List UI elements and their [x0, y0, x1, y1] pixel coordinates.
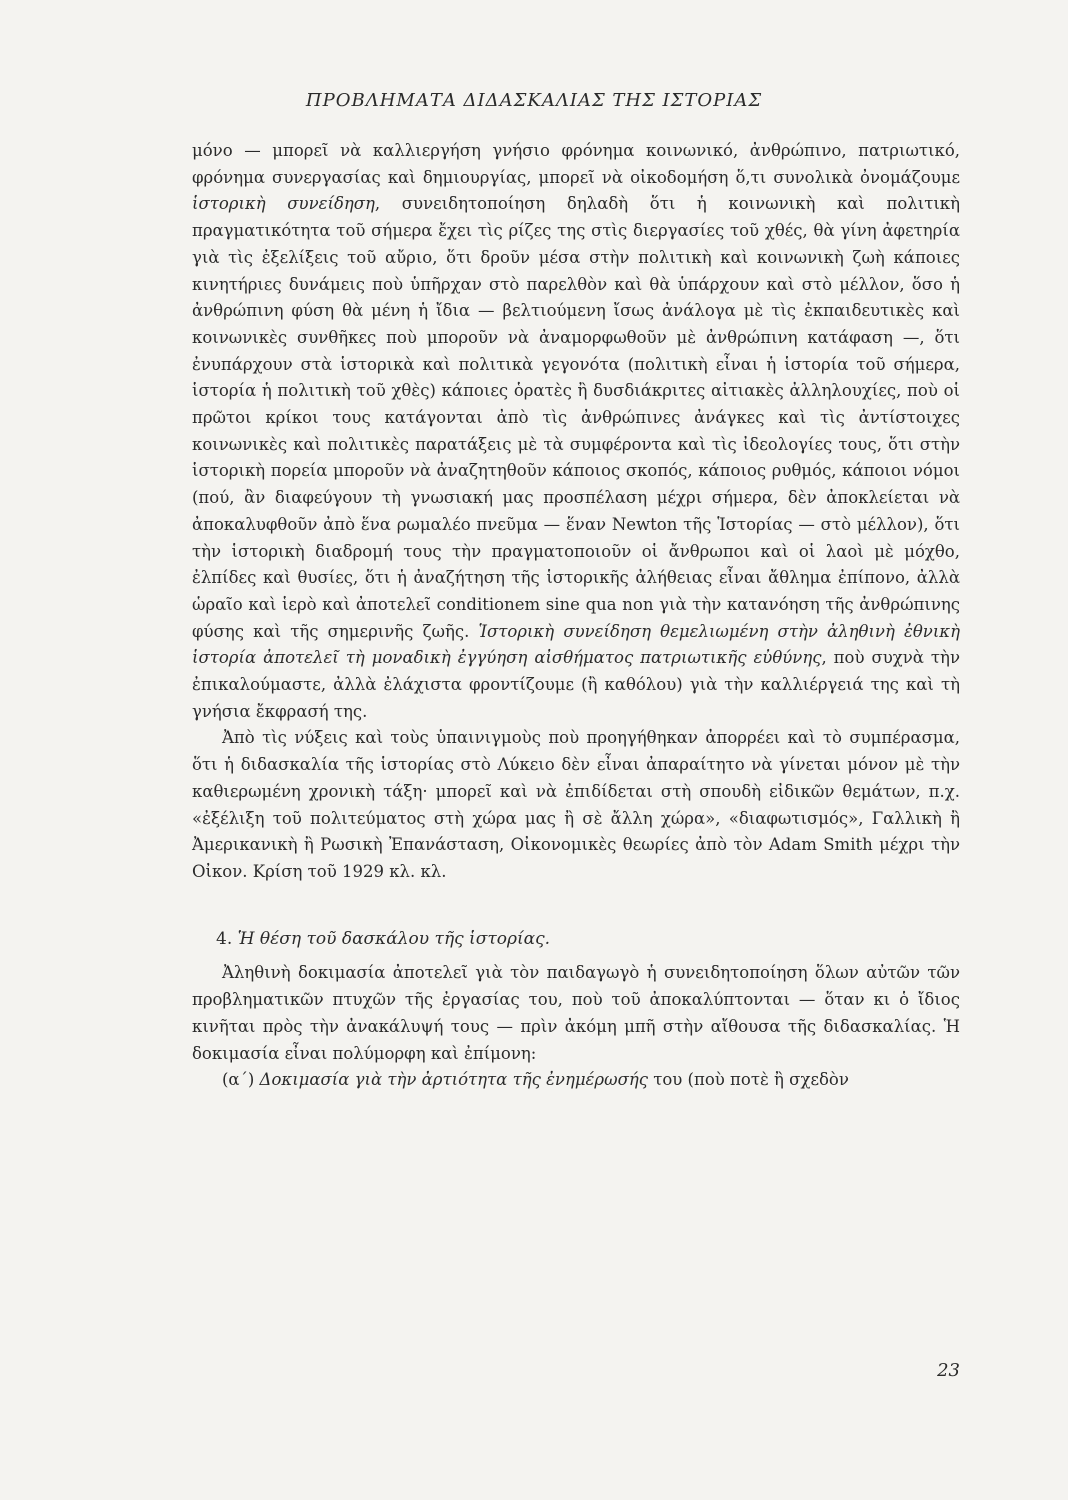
- list-item-emphasis: Δοκιμασία γιὰ τὴν ἀρτιότητα τῆς ἐνημέρωσής: [259, 1070, 648, 1090]
- emphasis-sentence: Ἱστορικὴ συνείδηση θεμελιωμένη στὴν ἀληθινὴ ἐθνικὴ ἱστορία ἀποτελεῖ τὴ μοναδικὴ ἐγγύηση αἰσθήματος πατριωτικῆς εὐθύνης: [192, 621, 960, 668]
- paragraph-text: , συνειδητοποίηση δηλαδὴ ὅτι ἡ κοινωνικὴ καὶ πολιτικὴ πραγματικότητα τοῦ σήμερα ἔχει τὶς ρίζες της στὶς διεργασίες τοῦ χθές, θὰ γίνη ἀφετηρία γιὰ τὶς ἐξελίξεις τοῦ αὔριο, ὅτι δροῦν μέσα στὴν πολιτικὴ καὶ κοινωνικὴ ζωὴ κάποιες κινητήριες δυνάμεις ποὺ ὑπῆρχαν στὸ παρελθὸν καὶ θὰ ὑπάρχουν καὶ στὸ μέλλον, ὅσο ἡ ἀνθρώπινη φύση θὰ μένη ἡ ἴδια — βελτιούμενη ἴσως ἀνάλογα μὲ τὶς ἐκπαιδευτικὲς καὶ κοινωνικὲς συνθῆκες ποὺ μποροῦν νὰ ἀναμορφωθοῦν μὲ ἀνθρώπινη κατάφαση —, ὅτι ἐνυπάρχουν στὰ ἱστορικὰ καὶ πολιτικὰ γεγονότα (πολιτικὴ εἶναι ἡ ἱστορία τοῦ σήμερα, ἱστορία ἡ πολιτικὴ τοῦ χθὲς) κάποιες ὁρατὲς ἢ δυσδιάκριτες αἰτιακὲς ἀλληλουχίες, ποὺ οἱ πρῶτοι κρίκοι τους κατάγονται ἀπὸ τὶς ἀνθρώπινες ἀνάγκες καὶ τὶς ἀντίστοιχες κοινωνικὲς καὶ πολιτικὲς παρατάξεις μὲ τὰ συμφέροντα καὶ τὶς ἰδεολογίες τους, ὅτι στὴν ἱστορικὴ πορεία μποροῦν νὰ ἀναζητηθοῦν κάποιος σκοπός, κάποιος ρυθμός, κάποιοι νόμοι (πού, ἂν διαφεύγουν τὴ γνωσιακή μας προσπέλαση μέχρι σήμερα, δὲν ἀποκλείεται νὰ ἀποκαλυφθοῦν ἀπὸ ἕνα ρωμαλέο πνεῦμα — ἕναν Newton τῆς Ἱστορίας — στὸ μέλλον), ὅτι τὴν ἱστορικὴ διαδρομή τους τὴν πραγματοποιοῦν οἱ ἄνθρωποι καὶ οἱ λαοὶ μὲ μόχθο, ἐλπίδες καὶ θυσίες, ὅτι ἡ ἀναζήτηση τῆς ἱστορικῆς ἀλήθειας εἶναι ἄθλημα ἐπίπονο, ἀλλὰ ὡραῖο καὶ ἱερὸ καὶ ἀποτελεῖ conditionem sine qua non γιὰ τὴν κατανόηση τῆς ἀνθρώπινης φύσης καὶ τῆς σημερινῆς ζωῆς.: [192, 194, 961, 641]
- running-header: ΠΡΟΒΛΗΜΑΤΑ ΔΙΔΑΣΚΑΛΙΑΣ ΤΗΣ ΙΣΤΟΡΙΑΣ: [305, 90, 763, 111]
- list-item-label: (α΄): [222, 1070, 255, 1090]
- section-title: Ἡ θέση τοῦ δασκάλου τῆς ἱστορίας.: [237, 928, 551, 949]
- section-number: 4.: [216, 928, 233, 949]
- paragraph-conclusion: Ἀπὸ τὶς νύξεις καὶ τοὺς ὑπαινιγμοὺς ποὺ προηγήθηκαν ἀπορρέει καὶ τὸ συμπέρασμα, ὅτι ἡ διδασκαλία τῆς ἱστορίας στὸ Λύκειο δὲν εἶναι ἀπαραίτητο νὰ γίνεται μόνον μὲ τὴν καθιερωμένη χρονικὴ τάξη· μπορεῖ καὶ νὰ ἐπιδίδεται στὴ σπουδὴ εἰδικῶν θεμάτων, π.χ. «ἐξέλιξη τοῦ πολιτεύματος στὴ χώρα μας ἢ σὲ ἄλλη χώρα», «διαφωτισμός», Γαλλικὴ ἢ Ἀμερικανικὴ ἢ Ρωσικὴ Ἐπανάσταση, Οἰκονομικὲς θεωρίες ἀπὸ τὸν Adam Smith μέχρι τὴν Οἰκον. Κρίση τοῦ 1929 κλ. κλ.: [192, 728, 960, 881]
- section-heading: [192, 926, 960, 953]
- page-number: 23: [937, 1360, 960, 1381]
- paragraph-historical-consciousness: [192, 138, 960, 725]
- paragraph-teacher-trial: Ἀληθινὴ δοκιμασία ἀποτελεῖ γιὰ τὸν παιδαγωγὸ ἡ συνειδητοποίηση ὅλων αὐτῶν τῶν προβληματικῶν πτυχῶν τῆς ἐργασίας του, ποὺ τοῦ ἀποκαλύπτονται — ὅταν κι ὁ ἴδιος κινῆται πρὸς τὴν ἀνακάλυψή τους — πρὶν ἀκόμη μπῆ στὴν αἴθουσα τῆς διδασκαλίας. Ἡ δοκιμασία εἶναι πολύμορφη καὶ ἐπίμονη:: [192, 963, 960, 1063]
- list-item-text: του (ποὺ ποτὲ ἢ σχεδὸν: [653, 1070, 849, 1090]
- page-body: [192, 138, 960, 1094]
- paragraph-text: μόνο — μπορεῖ νὰ καλλιεργήση γνήσιο φρόνημα κοινωνικό, ἀνθρώπινο, πατριωτικό, φρόνημα συνεργασίας καὶ δημιουργίας, μπορεῖ νὰ οἰκοδομήση ὅ,τι συνολικὰ ὀνομάζουμε: [192, 141, 960, 187]
- paragraph-text: , ποὺ συχνὰ τὴν ἐπικαλούμαστε, ἀλλὰ ἐλάχιστα φροντίζουμε (ἢ καθόλου) γιὰ τὴν καλλιέργειά της καὶ τὴ γνήσια ἔκφρασή της.: [192, 648, 960, 721]
- paragraph-list-item-a: [192, 1067, 960, 1094]
- emphasis-term: ἱστορικὴ συνείδηση: [192, 194, 375, 214]
